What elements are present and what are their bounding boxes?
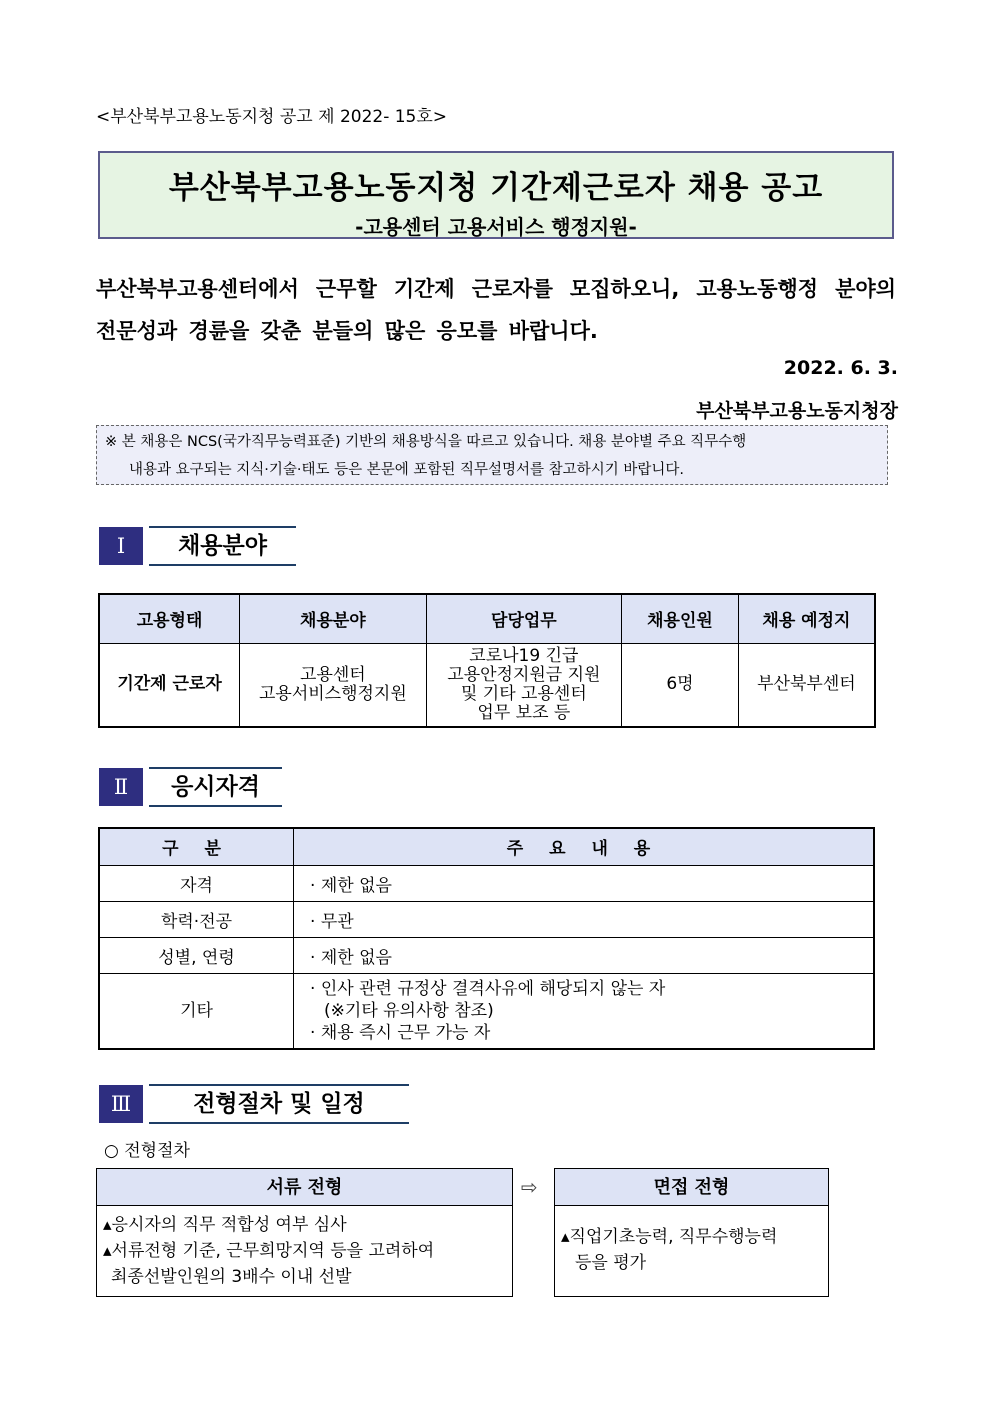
table-header-row [99,828,874,865]
table-row [99,973,874,1049]
stage2-item-1-line-1: ▴직업기초능력, 직무수행능력 [561,1227,778,1247]
row-label: 성별, 연령 [99,937,294,973]
duty-line-4: 업무 보조 등 [477,702,571,723]
row-label: 기타 [99,973,294,1049]
cell-field [240,643,427,727]
notice-date: 2022. 6. 3. [783,357,898,379]
interview-title: 면접 전형 [555,1169,828,1206]
document-screening-body [97,1206,512,1290]
section-2-number: Ⅱ [99,768,143,806]
row-content: · 무관 [294,901,874,937]
page-title: 부산북부고용노동지청 기간제근로자 채용 공고 [168,170,824,206]
header-content: 주 요 내 용 [294,828,874,865]
ncs-note [96,425,888,485]
table-row [99,643,875,727]
recruitment-table [98,593,876,728]
header-count: 채용인원 [622,594,739,643]
header-category: 구 분 [99,828,294,865]
stage1-item-2-line-2: 최종선발인원의 3배수 이내 선발 [111,1267,352,1287]
cell-employment-type: 기간제 근로자 [99,643,240,727]
header-field: 채용분야 [240,594,427,643]
table-row [99,937,874,973]
header-duty: 담당업무 [426,594,621,643]
section-2-title: 응시자격 [149,767,282,807]
duty-line-3: 및 기타 고용센터 [460,683,587,704]
issuer: 부산북부고용노동지청장 [696,400,898,422]
ncs-note-line-1: ※ 본 채용은 NCS(국가직무능력표준) 기반의 채용방식을 따르고 있습니다. 채용 분야별 주요 직무수행 [105,434,747,450]
header-employment-type: 고용형태 [99,594,240,643]
section-1-number: Ⅰ [99,527,143,565]
title-box [98,151,894,239]
table-header-row [99,594,875,643]
notice-number: <부산북부고용노동지청 공고 제 2022- 15호> [96,107,448,127]
field-line-2: 고용서비스행정지원 [258,683,407,704]
qualification-table [98,827,875,1050]
etc-line-1: · 인사 관련 규정상 결격사유에 해당되지 않는 자 [310,978,666,999]
page-subtitle: -고용센터 고용서비스 행정지원- [355,215,637,239]
procedure-label: ○ 전형절차 [104,1141,190,1161]
stage1-item-1: ▴응시자의 직무 적합성 여부 심사 [103,1215,347,1235]
table-row [99,901,874,937]
field-line-1: 고용센터 [300,664,366,685]
arrow-right-icon: ⇨ [521,1175,538,1199]
row-content [294,973,874,1049]
row-label: 자격 [99,865,294,901]
row-content: · 제한 없음 [294,937,874,973]
cell-location: 부산북부센터 [738,643,875,727]
section-1-title: 채용분야 [149,526,296,566]
etc-line-3: · 채용 즉시 근무 가능 자 [310,1022,491,1043]
row-content: · 제한 없음 [294,865,874,901]
cell-count: 6명 [622,643,739,727]
duty-line-1: 코로나19 긴급 [469,645,579,666]
header-location: 채용 예정지 [738,594,875,643]
interview-box [554,1168,829,1297]
intro-line-2: 전문성과 경륜을 갖춘 분들의 많은 응모를 바랍니다. [96,319,598,343]
document-screening-box [96,1168,513,1297]
row-label: 학력·전공 [99,901,294,937]
section-3-number: Ⅲ [99,1085,143,1123]
stage1-item-2-line-1: ▴서류전형 기준, 근무희망지역 등을 고려하여 [103,1241,435,1261]
stage2-item-1-line-2: 등을 평가 [575,1253,647,1273]
table-row [99,865,874,901]
etc-line-2: (※기타 유의사항 참조) [324,1000,494,1021]
intro-line-1: 부산북부고용센터에서 근무할 기간제 근로자를 모집하오니, 고용노동행정 분야의 [96,277,896,301]
cell-duty [426,643,621,727]
document-screening-title: 서류 전형 [97,1169,512,1206]
section-3-title: 전형절차 및 일정 [149,1084,409,1124]
duty-line-2: 고용안정지원금 지원 [447,664,601,685]
ncs-note-line-2: 내용과 요구되는 지식·기술·태도 등은 본문에 포함된 직무설명서를 참고하시기 바랍니다. [129,462,684,478]
interview-body [555,1206,828,1276]
